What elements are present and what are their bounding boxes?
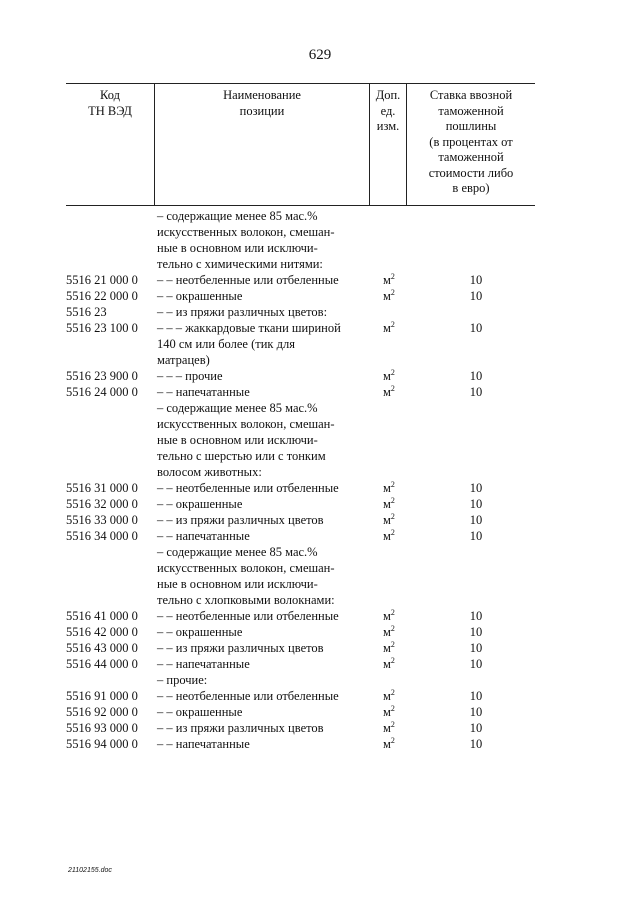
description-cell: – – неотбеленные или отбеленные [157, 689, 339, 703]
unit-cell [383, 720, 413, 736]
unit-exponent: 2 [390, 272, 395, 281]
rate-cell: 10 [469, 369, 483, 383]
unit-cell [383, 496, 413, 512]
table-row [66, 304, 546, 320]
code-cell: 5516 91 000 0 [66, 689, 138, 703]
description-cell: – – неотбеленные или отбеленные [157, 481, 339, 495]
description-cell: – – напечатанные [157, 657, 250, 671]
unit-base: м [383, 321, 391, 335]
code-cell: 5516 33 000 0 [66, 513, 138, 527]
code-cell: 5516 23 [66, 305, 107, 319]
header-code-line: ТН ВЭД [88, 103, 132, 118]
rate-cell: 10 [469, 737, 483, 751]
table-row [66, 592, 546, 608]
table-row [66, 224, 546, 240]
unit-cell [383, 320, 413, 336]
rate-cell: 10 [469, 641, 483, 655]
unit-base: м [383, 529, 391, 543]
unit-base: м [383, 369, 391, 383]
code-cell: 5516 43 000 0 [66, 641, 138, 655]
unit-cell [383, 656, 413, 672]
unit-cell [383, 624, 413, 640]
unit-base: м [383, 625, 391, 639]
unit-exponent: 2 [390, 624, 395, 633]
unit-exponent: 2 [390, 608, 395, 617]
unit-exponent: 2 [390, 720, 395, 729]
unit-base: м [383, 721, 391, 735]
description-cell: – – из пряжи различных цветов [157, 721, 324, 735]
unit-exponent: 2 [390, 640, 395, 649]
code-cell: 5516 42 000 0 [66, 625, 138, 639]
table-row [66, 736, 546, 752]
code-cell: 5516 44 000 0 [66, 657, 138, 671]
table-row [66, 480, 546, 496]
rate-cell: 10 [469, 721, 483, 735]
code-cell: 5516 22 000 0 [66, 289, 138, 303]
description-cell: ные в основном или исключи- [157, 241, 318, 255]
header-rate-line: таможенной [438, 150, 504, 164]
header-unit-line: ед. [380, 103, 396, 118]
table-row [66, 720, 546, 736]
header-unit [369, 84, 406, 205]
code-cell: 5516 23 100 0 [66, 321, 138, 335]
description-cell: – – – жаккардовые ткани шириной [157, 321, 341, 335]
table-row [66, 288, 546, 304]
table-body [66, 208, 546, 752]
header-name-line: Наименование [223, 88, 301, 102]
table-row [66, 240, 546, 256]
description-cell: – – окрашенные [157, 289, 243, 303]
unit-cell [383, 288, 413, 304]
code-cell: 5516 31 000 0 [66, 481, 138, 495]
header-rate-line: стоимости либо [428, 165, 514, 180]
header-code-line: Код [100, 88, 120, 102]
code-cell: 5516 34 000 0 [66, 529, 138, 543]
rate-cell: 10 [469, 289, 483, 303]
rate-cell: 10 [469, 705, 483, 719]
rate-cell: 10 [469, 273, 483, 287]
unit-exponent: 2 [390, 688, 395, 697]
table-row [66, 560, 546, 576]
description-cell: искусственных волокон, смешан- [157, 417, 335, 431]
unit-base: м [383, 513, 391, 527]
unit-base: м [383, 689, 391, 703]
description-cell: тельно с шерстью или с тонким [157, 449, 326, 463]
unit-base: м [383, 289, 391, 303]
rate-cell: 10 [469, 689, 483, 703]
description-cell: ные в основном или исключи- [157, 577, 318, 591]
description-cell: искусственных волокон, смешан- [157, 561, 335, 575]
table-row [66, 368, 546, 384]
unit-exponent: 2 [390, 368, 395, 377]
description-cell: – – окрашенные [157, 705, 243, 719]
rate-cell: 10 [469, 385, 483, 399]
unit-exponent: 2 [390, 512, 395, 521]
table-row [66, 512, 546, 528]
unit-exponent: 2 [390, 480, 395, 489]
file-name: 21102155.doc [68, 867, 112, 874]
table-header [66, 83, 535, 206]
description-cell: – содержащие менее 85 мас.% [157, 209, 318, 223]
table-row [66, 624, 546, 640]
description-cell: – – окрашенные [157, 497, 243, 511]
unit-cell [383, 272, 413, 288]
unit-base: м [383, 737, 391, 751]
header-rate-line: пошлины [445, 119, 497, 133]
unit-exponent: 2 [390, 496, 395, 505]
table-row [66, 608, 546, 624]
description-cell: – – из пряжи различных цветов [157, 513, 324, 527]
description-cell: – – – прочие [157, 369, 223, 383]
unit-cell [383, 640, 413, 656]
table-row [66, 576, 546, 592]
unit-exponent: 2 [390, 736, 395, 745]
table-row [66, 528, 546, 544]
table-row [66, 640, 546, 656]
description-cell: – содержащие менее 85 мас.% [157, 545, 318, 559]
header-unit-line: изм. [376, 119, 400, 133]
unit-cell [383, 704, 413, 720]
table-row [66, 672, 546, 688]
unit-cell [383, 512, 413, 528]
description-cell: – – неотбеленные или отбеленные [157, 273, 339, 287]
header-rate-line: в евро) [452, 181, 490, 195]
unit-base: м [383, 481, 391, 495]
rate-cell: 10 [469, 657, 483, 671]
description-cell: волосом животных: [157, 465, 262, 479]
header-unit-line: Доп. [375, 88, 401, 102]
description-cell: матрацев) [157, 353, 210, 367]
table-row [66, 400, 546, 416]
header-rate [406, 84, 535, 205]
header-rate-line: таможенной [438, 103, 504, 118]
header-code [66, 84, 154, 205]
unit-base: м [383, 705, 391, 719]
header-rate-line: Ставка ввозной [429, 88, 513, 102]
code-cell: 5516 94 000 0 [66, 737, 138, 751]
table-row [66, 320, 546, 336]
description-cell: – – окрашенные [157, 625, 243, 639]
header-name [154, 84, 369, 205]
unit-base: м [383, 609, 391, 623]
unit-exponent: 2 [390, 320, 395, 329]
rate-cell: 10 [469, 609, 483, 623]
table-row [66, 336, 546, 352]
code-cell: 5516 93 000 0 [66, 721, 138, 735]
table-row [66, 272, 546, 288]
code-cell: 5516 41 000 0 [66, 609, 138, 623]
table-row [66, 464, 546, 480]
unit-base: м [383, 273, 391, 287]
rate-cell: 10 [469, 481, 483, 495]
description-cell: тельно с хлопковыми волокнами: [157, 593, 335, 607]
table-row [66, 256, 546, 272]
description-cell: искусственных волокон, смешан- [157, 225, 335, 239]
unit-cell [383, 368, 413, 384]
description-cell: ные в основном или исключи- [157, 433, 318, 447]
description-cell: – – неотбеленные или отбеленные [157, 609, 339, 623]
description-cell: – – из пряжи различных цветов [157, 641, 324, 655]
table-row [66, 656, 546, 672]
unit-cell [383, 528, 413, 544]
unit-exponent: 2 [390, 384, 395, 393]
table-row [66, 416, 546, 432]
rate-cell: 10 [469, 529, 483, 543]
unit-base: м [383, 385, 391, 399]
code-cell: 5516 24 000 0 [66, 385, 138, 399]
rate-cell: 10 [469, 497, 483, 511]
description-cell: 140 см или более (тик для [157, 337, 295, 351]
description-cell: – – напечатанные [157, 737, 250, 751]
table-row [66, 352, 546, 368]
code-cell: 5516 23 900 0 [66, 369, 138, 383]
description-cell: – прочие: [157, 673, 208, 687]
code-cell: 5516 21 000 0 [66, 273, 138, 287]
description-cell: тельно с химическими нитями: [157, 257, 323, 271]
description-cell: – – из пряжи различных цветов: [157, 305, 328, 319]
rate-cell: 10 [469, 625, 483, 639]
unit-base: м [383, 641, 391, 655]
unit-exponent: 2 [390, 528, 395, 537]
unit-exponent: 2 [390, 704, 395, 713]
unit-cell [383, 688, 413, 704]
header-rate-line: (в процентах от [429, 134, 513, 149]
description-cell: – – напечатанные [157, 529, 250, 543]
table-row [66, 544, 546, 560]
table-row [66, 688, 546, 704]
code-cell: 5516 92 000 0 [66, 705, 138, 719]
unit-cell [383, 384, 413, 400]
rate-cell: 10 [469, 321, 483, 335]
description-cell: – – напечатанные [157, 385, 250, 399]
unit-base: м [383, 657, 391, 671]
description-cell: – содержащие менее 85 мас.% [157, 401, 318, 415]
unit-exponent: 2 [390, 288, 395, 297]
unit-exponent: 2 [390, 656, 395, 665]
unit-cell [383, 608, 413, 624]
rate-cell: 10 [469, 513, 483, 527]
code-cell: 5516 32 000 0 [66, 497, 138, 511]
table-row [66, 432, 546, 448]
header-name-line: позиции [239, 103, 285, 118]
table-row [66, 704, 546, 720]
unit-cell [383, 736, 413, 752]
page-number: 629 [308, 47, 332, 63]
unit-base: м [383, 497, 391, 511]
table-row [66, 384, 546, 400]
table-row [66, 448, 546, 464]
unit-cell [383, 480, 413, 496]
table-row [66, 208, 546, 224]
table-row [66, 496, 546, 512]
